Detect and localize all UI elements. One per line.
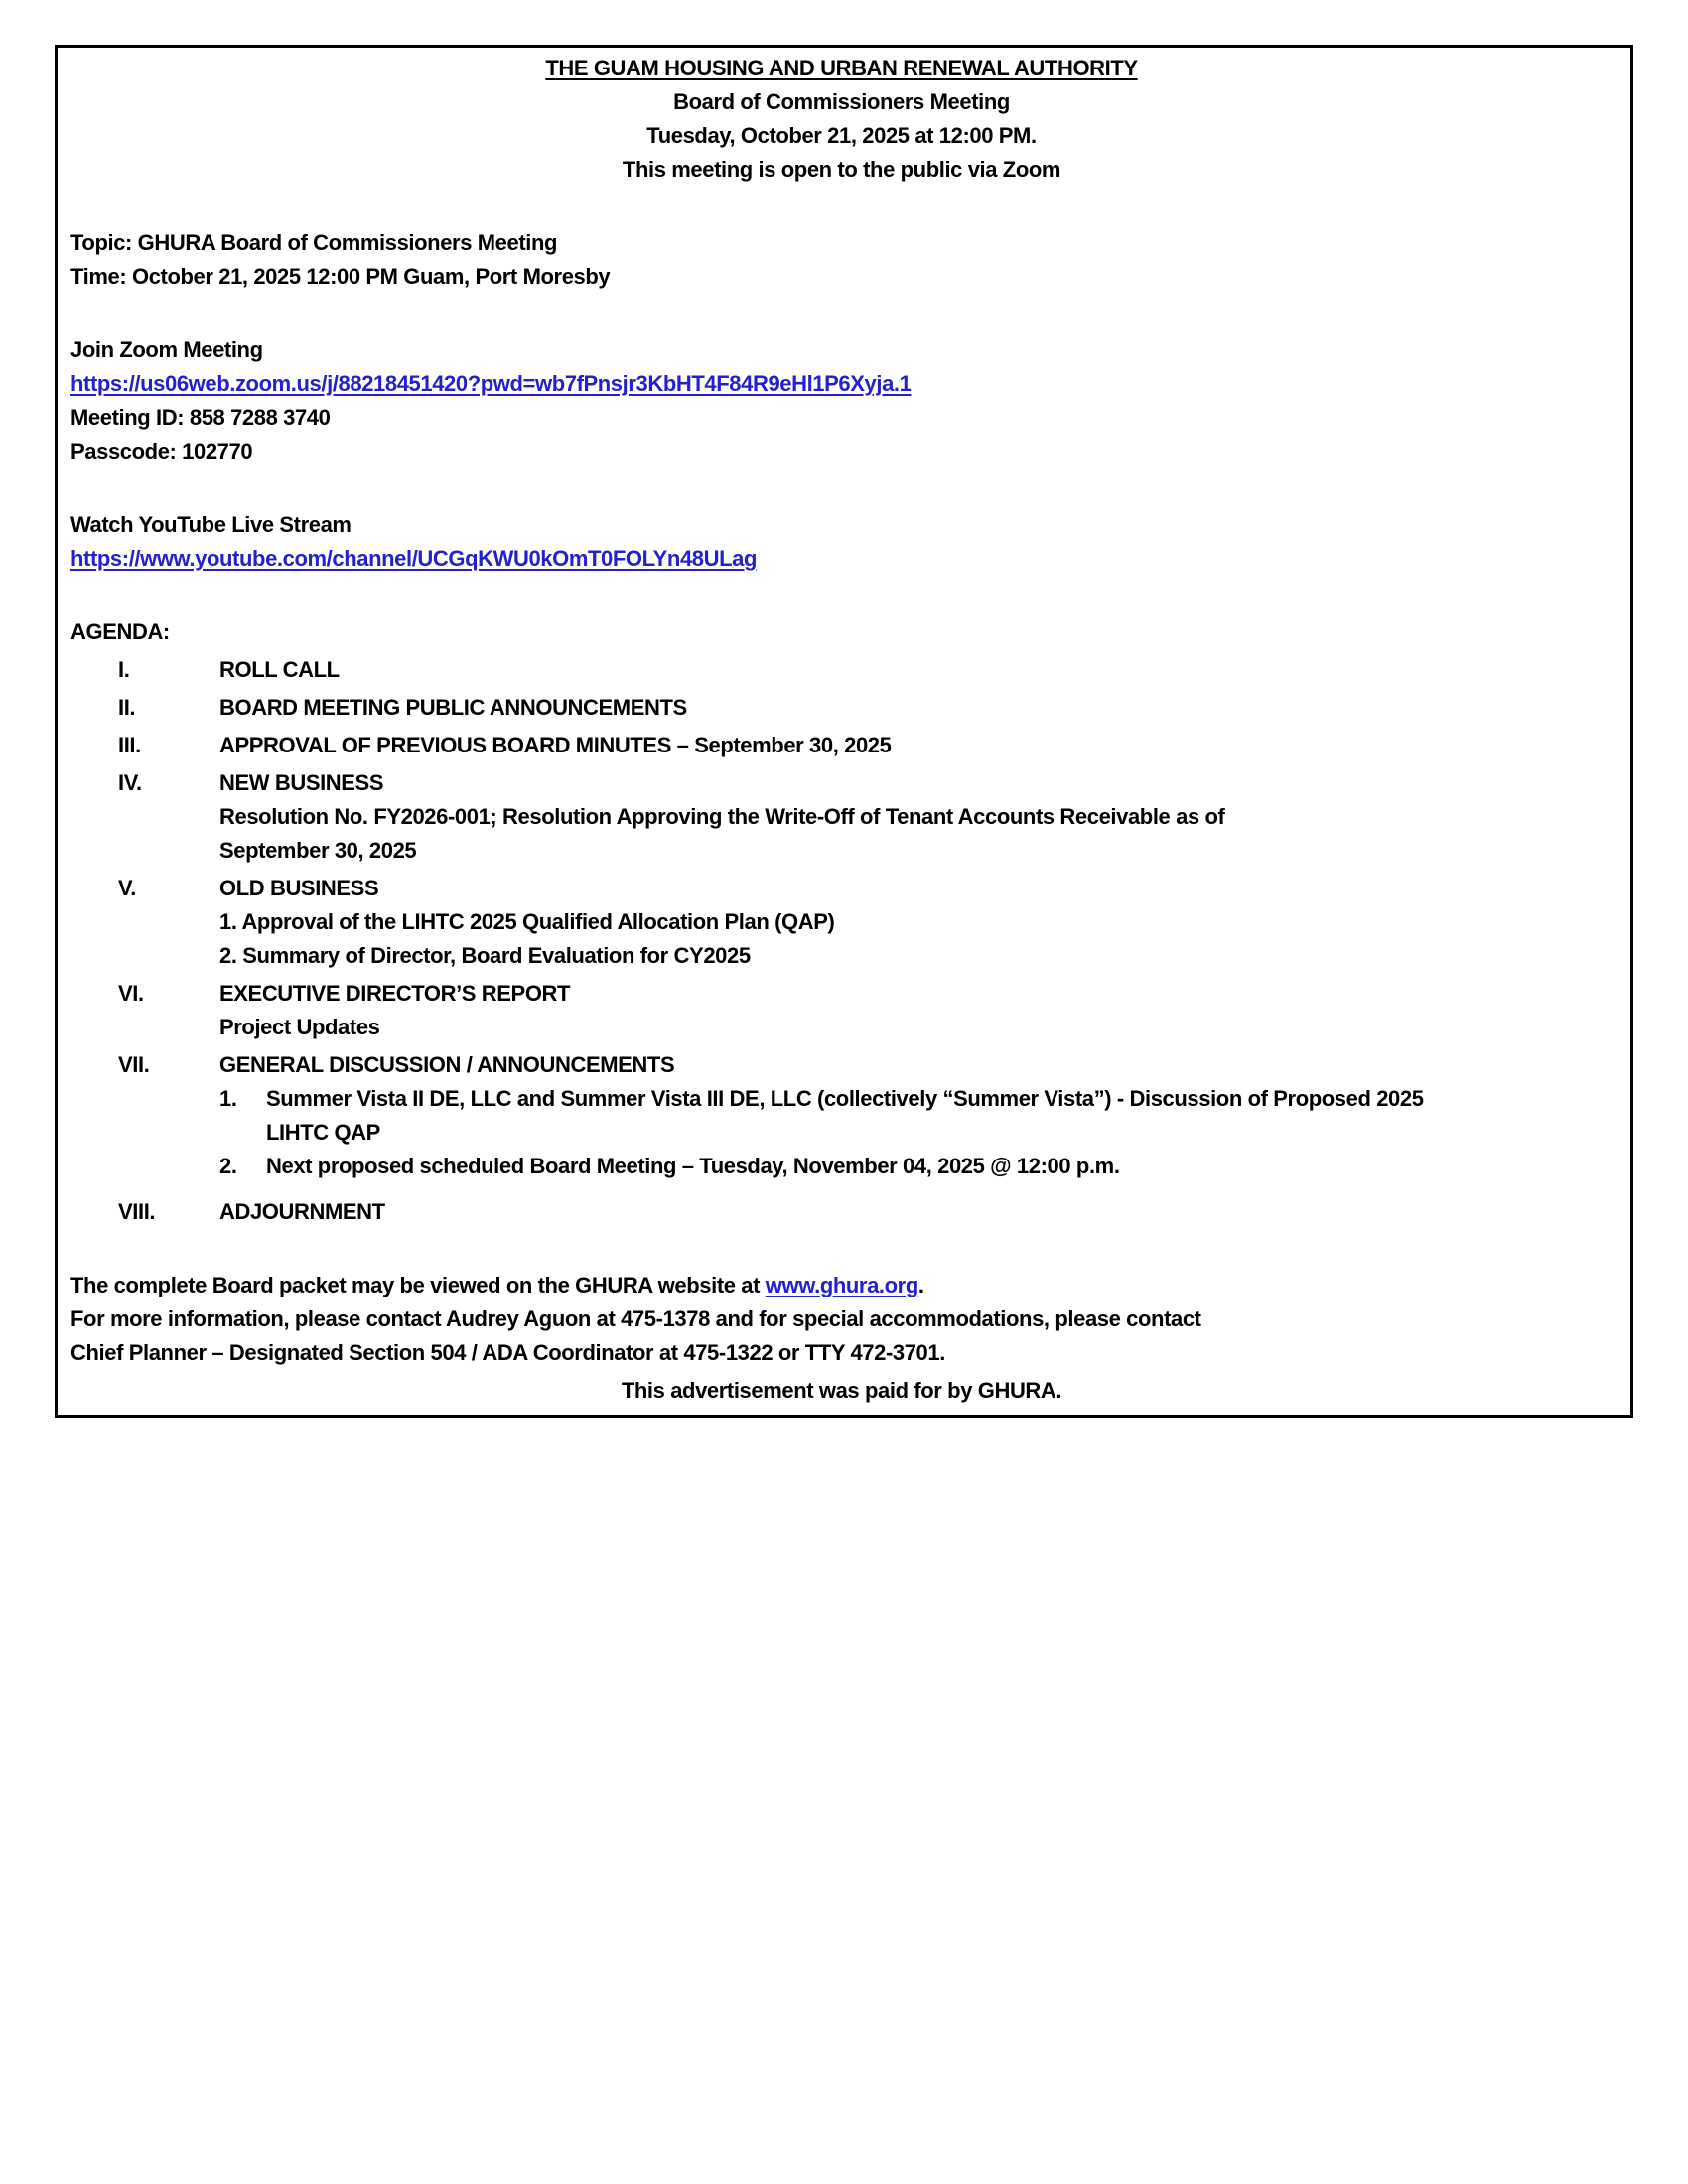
agenda-item-directors-report: [70, 977, 1613, 1011]
agenda-numeral: VII.: [118, 1052, 150, 1077]
agenda-item-title: BOARD MEETING PUBLIC ANNOUNCEMENTS: [219, 695, 687, 720]
spacer: [70, 294, 1613, 334]
agenda-item-title: GENERAL DISCUSSION / ANNOUNCEMENTS: [219, 1052, 675, 1077]
agenda-heading: AGENDA:: [70, 619, 170, 644]
spacer: [70, 187, 1613, 226]
youtube-heading: Watch YouTube Live Stream: [70, 512, 352, 537]
zoom-passcode: Passcode: 102770: [70, 439, 253, 464]
footer-ada-line: Chief Planner – Designated Section 504 / ADA Coordinator at 475-1322 or TTY 472-3701.: [70, 1340, 945, 1365]
agenda-numeral: III.: [118, 733, 141, 757]
header-meeting-datetime: Tuesday, October 21, 2025 at 12:00 PM.: [646, 123, 1037, 148]
paid-advertisement-notice: This advertisement was paid for by GHURA.: [621, 1378, 1062, 1403]
spacer: [70, 469, 1613, 508]
new-business-resolution-line1: Resolution No. FY2026-001; Resolution Approving the Write-Off of Tenant Accounts Receivable as of: [219, 804, 1225, 829]
sub-item-number: 1.: [219, 1086, 237, 1111]
agenda-numeral: VIII.: [118, 1199, 156, 1224]
summer-vista-line2: LIHTC QAP: [266, 1120, 380, 1145]
ghura-website-link[interactable]: www.ghura.org: [765, 1273, 918, 1297]
agenda-item-title: ADJOURNMENT: [219, 1199, 385, 1224]
document-header: [70, 52, 1613, 187]
agenda-numeral: II.: [118, 695, 136, 720]
agenda-numeral: IV.: [118, 770, 142, 795]
agenda-item-title: EXECUTIVE DIRECTOR’S REPORT: [219, 981, 571, 1006]
summer-vista-line1: Summer Vista II DE, LLC and Summer Vista III DE, LLC (collectively “Summer Vista”) - Discussion of Proposed 2025: [266, 1086, 1424, 1111]
join-zoom-heading: Join Zoom Meeting: [70, 338, 263, 362]
meeting-topic: Topic: GHURA Board of Commissioners Meeting: [70, 230, 558, 255]
agenda-numeral: VI.: [118, 981, 144, 1006]
footer-info: [70, 1269, 1613, 1370]
agenda-item-title: NEW BUSINESS: [219, 770, 384, 795]
agenda-numeral: I.: [118, 657, 130, 682]
agenda-item-old-business: [70, 872, 1613, 905]
footer-packet-suffix: .: [917, 1273, 924, 1297]
header-meeting-name: Board of Commissioners Meeting: [673, 89, 1010, 114]
zoom-meeting-link[interactable]: https://us06web.zoom.us/j/88218451420?pwd=wb7fPnsjr3KbHT4F84R9eHl1P6Xyja.1: [70, 371, 912, 396]
meeting-time: Time: October 21, 2025 12:00 PM Guam, Port Moresby: [70, 264, 611, 289]
footer-packet-line: [70, 1269, 1613, 1302]
spacer: [70, 1229, 1613, 1269]
agenda-item-announcements: [70, 691, 1613, 725]
general-discussion-item-2: [219, 1150, 1613, 1183]
agenda-item-title: APPROVAL OF PREVIOUS BOARD MINUTES – September 30, 2025: [219, 733, 892, 757]
agenda-numeral: V.: [118, 876, 136, 900]
directors-report-project-updates: Project Updates: [219, 1015, 380, 1039]
new-business-resolution-line2: September 30, 2025: [219, 838, 417, 863]
general-discussion-item-1: [219, 1082, 1613, 1150]
agenda-item-adjournment: [70, 1195, 1613, 1229]
sub-item-number: 2.: [219, 1154, 237, 1178]
agenda-item-previous-minutes: [70, 729, 1613, 762]
page-title: THE GUAM HOUSING AND URBAN RENEWAL AUTHORITY: [545, 56, 1138, 80]
next-meeting-text: Next proposed scheduled Board Meeting – Tuesday, November 04, 2025 @ 12:00 p.m.: [266, 1154, 1120, 1178]
meeting-notice-box: [55, 45, 1633, 1418]
spacer: [70, 576, 1613, 615]
agenda-item-new-business: [70, 766, 1613, 800]
agenda-item-roll-call: [70, 653, 1613, 687]
zoom-meeting-id: Meeting ID: 858 7288 3740: [70, 405, 331, 430]
youtube-channel-link[interactable]: https://www.youtube.com/channel/UCGqKWU0kOmT0FOLYn48ULag: [70, 546, 758, 571]
agenda-item-general-discussion: [70, 1048, 1613, 1082]
agenda-item-title: OLD BUSINESS: [219, 876, 379, 900]
footer-packet-prefix: The complete Board packet may be viewed on the GHURA website at: [70, 1273, 766, 1297]
agenda-item-title: ROLL CALL: [219, 657, 340, 682]
sub-item-text: [266, 1082, 1613, 1150]
footer-contact-line: For more information, please contact Audrey Aguon at 475-1378 and for special accommodations, please contact: [70, 1306, 1201, 1331]
header-public-notice: This meeting is open to the public via Zoom: [622, 157, 1061, 182]
old-business-item-2: 2. Summary of Director, Board Evaluation for CY2025: [219, 943, 751, 968]
old-business-item-1: 1. Approval of the LIHTC 2025 Qualified Allocation Plan (QAP): [219, 909, 835, 934]
